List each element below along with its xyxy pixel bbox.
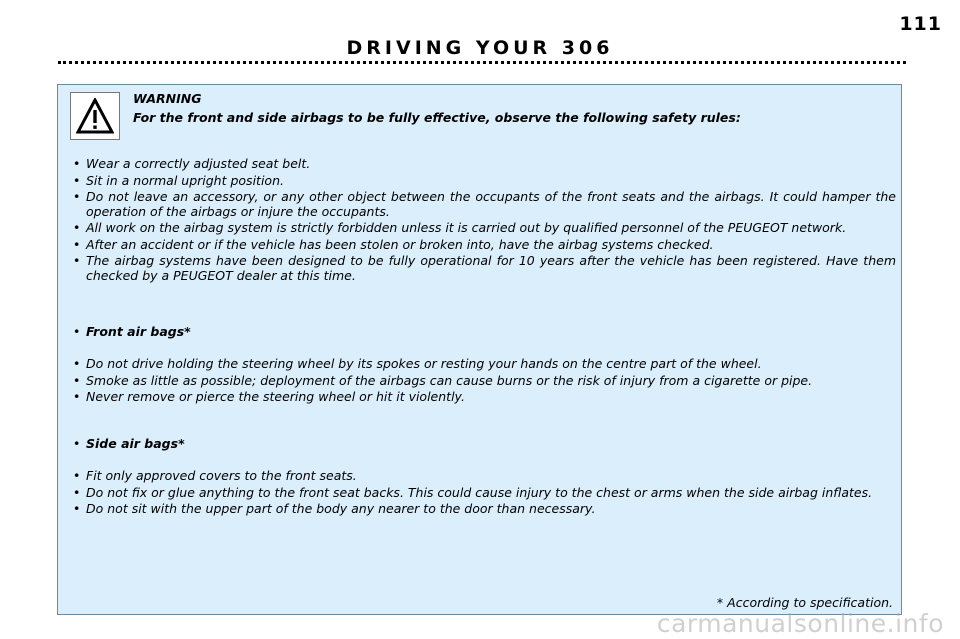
- dotted-divider: [58, 61, 906, 64]
- front-airbags-section: [71, 325, 896, 340]
- list-item: • Never remove or pierce the steering wheel or hit it violently.: [71, 390, 896, 405]
- warning-icon-frame: [70, 92, 120, 140]
- list-item: • After an accident or if the vehicle has been stolen or broken into, have the airbag systems checked.: [71, 238, 896, 253]
- list-item: • Do not fix or glue anything to the front seat backs. This could cause injury to the chest or arms when the side airbag inflates.: [71, 486, 896, 501]
- list-item: • Smoke as little as possible; deployment of the airbags can cause burns or the risk of injury from a cigarette or pipe.: [71, 374, 896, 389]
- list-item: • The airbag systems have been designed to be fully operational for 10 years after the vehicle has been registered. Have them checked by a PEUGEOT dealer at this time.: [71, 254, 896, 283]
- side-airbags-section: [71, 437, 896, 452]
- list-item: • Sit in a normal upright position.: [71, 174, 896, 189]
- warning-heading: WARNING: [133, 91, 202, 106]
- watermark: carmanualsonline.info: [656, 609, 944, 638]
- front-airbags-heading: • Front air bags*: [71, 325, 896, 340]
- page-title: DRIVING YOUR 306: [346, 37, 614, 59]
- general-rules: [71, 157, 896, 285]
- list-item: • Fit only approved covers to the front seats.: [71, 469, 896, 484]
- list-item: • Do not sit with the upper part of the body any nearer to the door than necessary.: [71, 502, 896, 517]
- page-number: 111: [899, 13, 942, 35]
- footnote: * According to specification.: [716, 595, 893, 610]
- front-airbags-rules: [71, 357, 896, 407]
- list-item: • Wear a correctly adjusted seat belt.: [71, 157, 896, 172]
- side-airbags-heading: • Side air bags*: [71, 437, 896, 452]
- list-item: • All work on the airbag system is strictly forbidden unless it is carried out by qualified personnel of the PEUGEOT network.: [71, 221, 896, 236]
- warning-box: [57, 84, 902, 615]
- list-item: • Do not leave an accessory, or any other object between the occupants of the front seats and the airbags. It could hamper the operation of the airbags or injure the occupants.: [71, 190, 896, 219]
- warning-intro: For the front and side airbags to be fully effective, observe the following safety rules:: [133, 110, 741, 125]
- list-item: • Do not drive holding the steering wheel by its spokes or resting your hands on the centre part of the wheel.: [71, 357, 896, 372]
- warning-triangle-icon: [76, 98, 114, 134]
- side-airbags-rules: [71, 469, 896, 519]
